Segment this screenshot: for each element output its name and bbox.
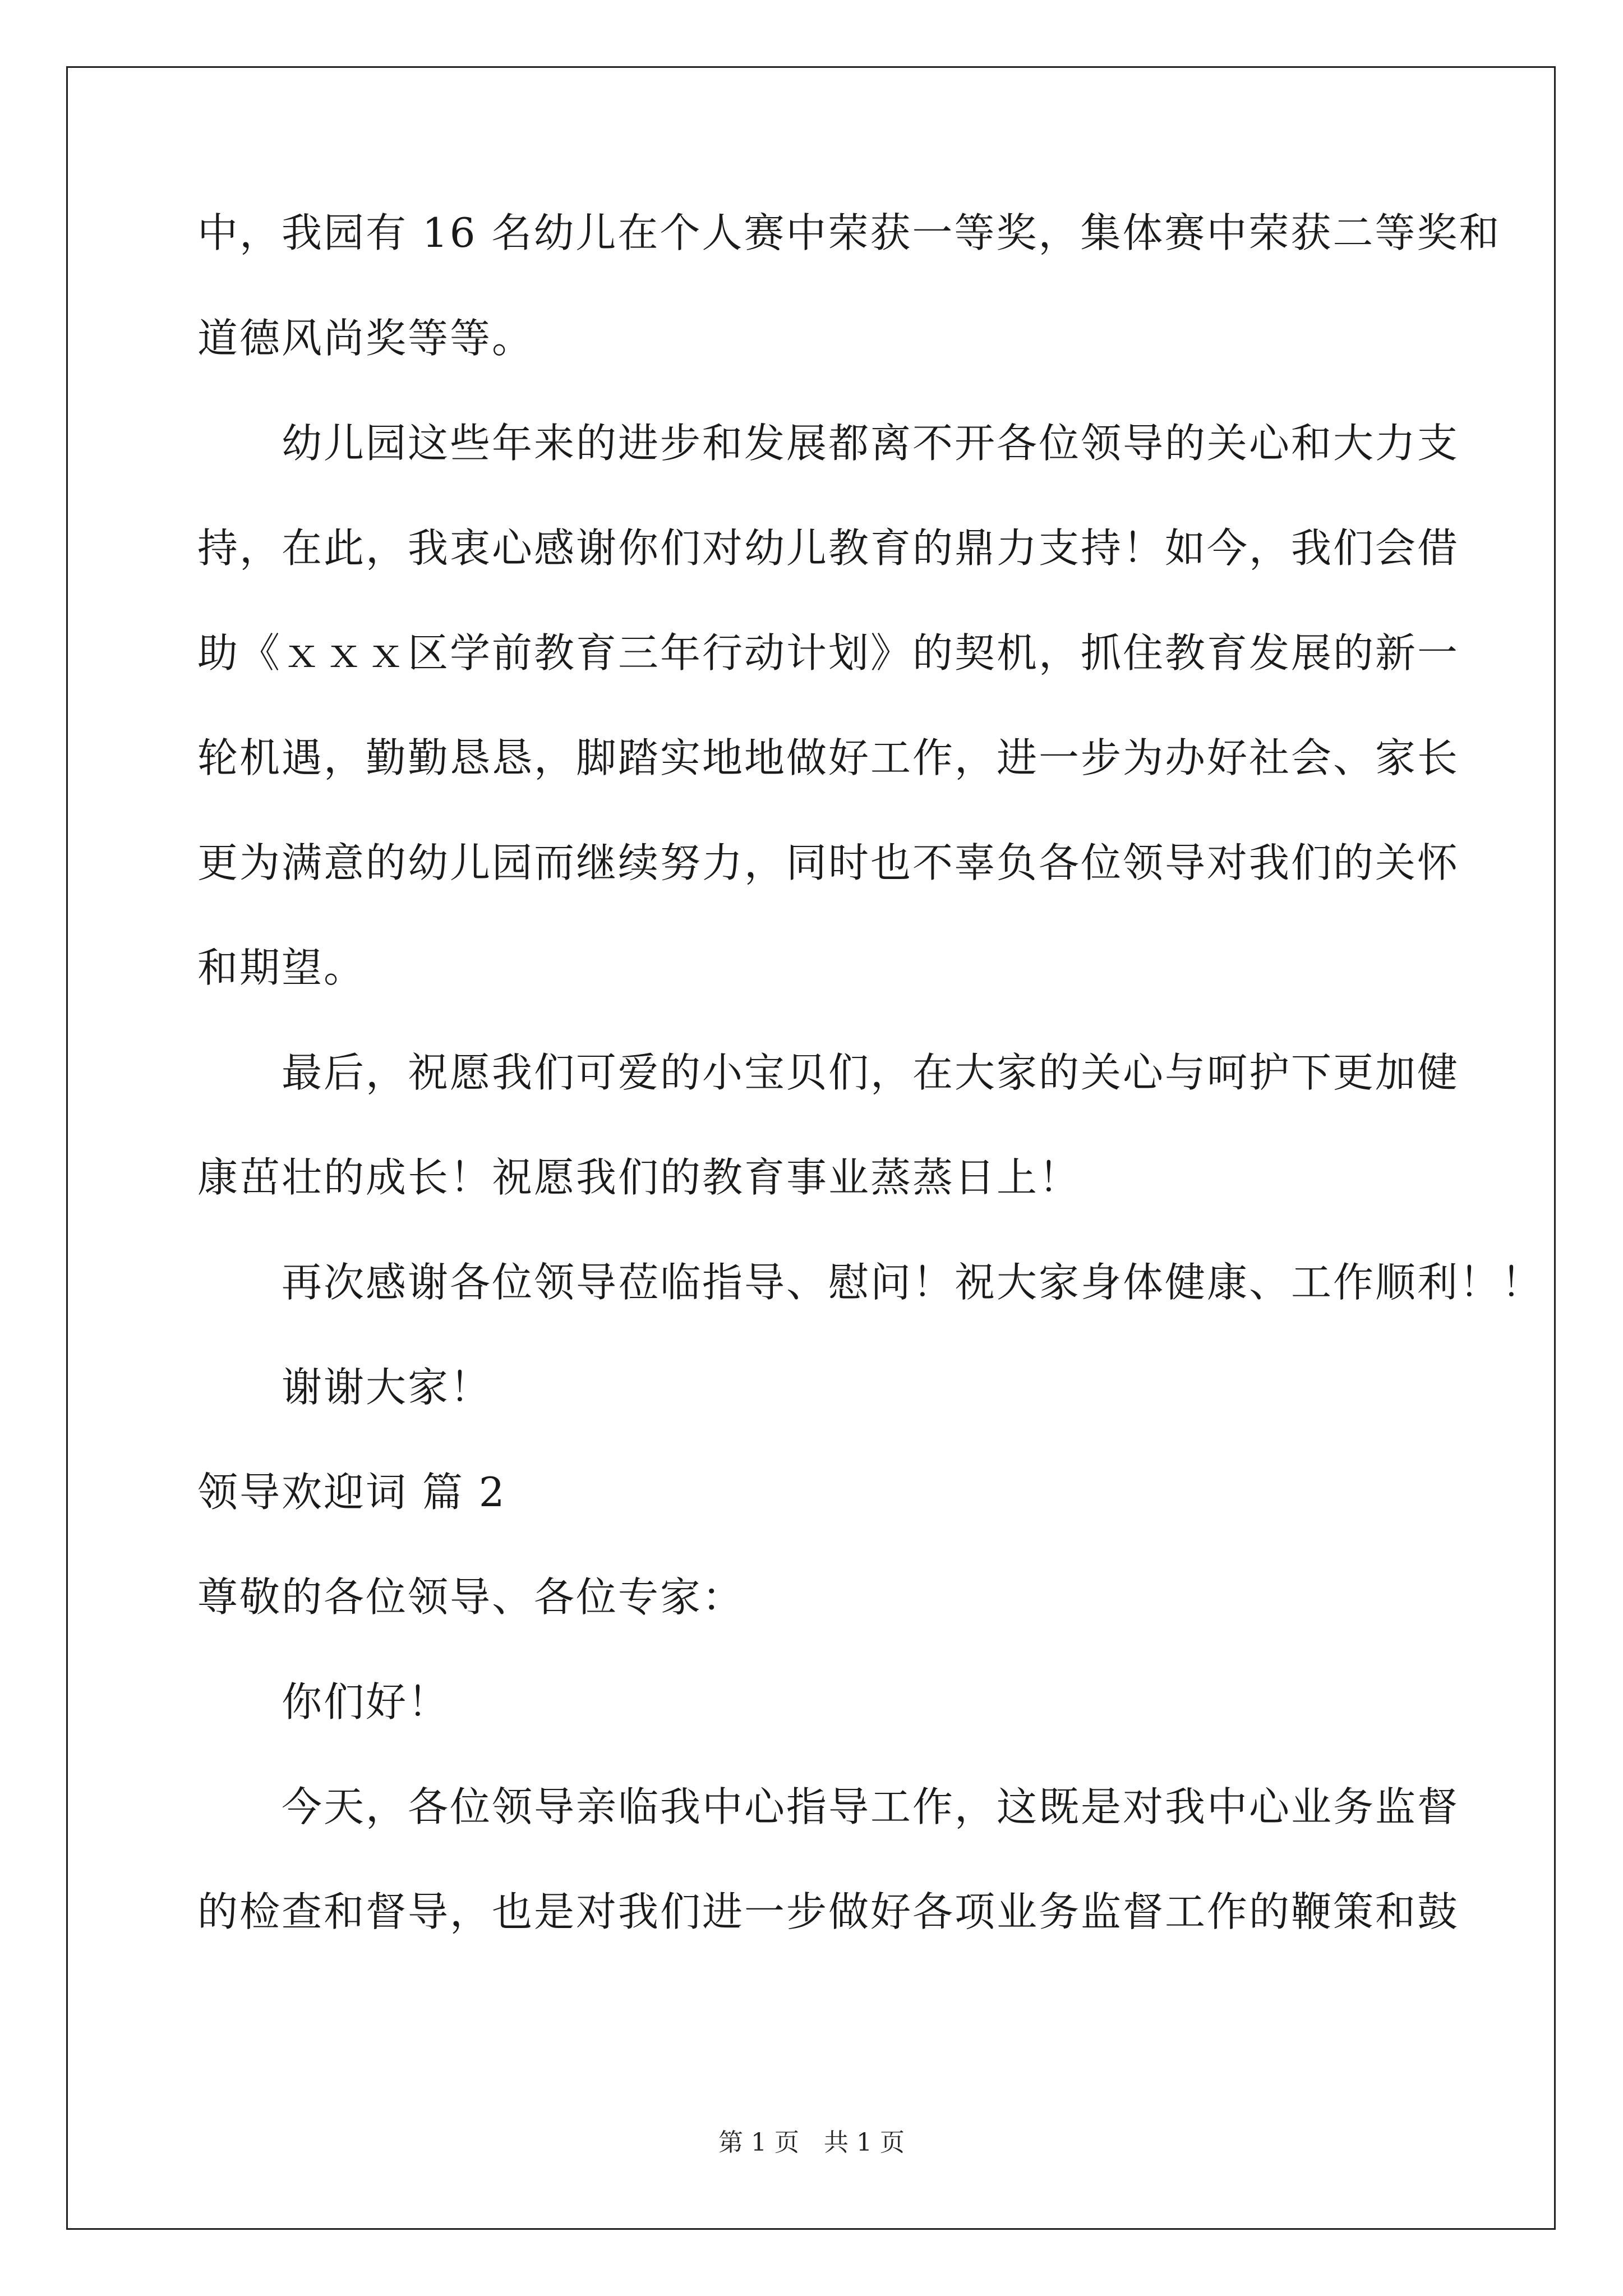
text-line: 中，我园有 16 名幼儿在个人赛中荣获一等奖，集体赛中荣获二等奖和 [197,209,1501,256]
text-line: 助《ｘｘｘ区学前教育三年行动计划》的契机，抓住教育发展的新一 [197,629,1460,677]
section-heading: 领导欢迎词 篇 2 [197,1469,506,1516]
text-line: 最后，祝愿我们可爱的小宝贝们，在大家的关心与呵护下更加健 [282,1049,1460,1096]
text-line: 康茁壮的成长！祝愿我们的教育事业蒸蒸日上！ [197,1154,1081,1201]
text-line: 谢谢大家！ [282,1364,492,1411]
text-line: 今天，各位领导亲临我中心指导工作，这既是对我中心业务监督 [282,1783,1460,1830]
text-line: 持，在此，我衷心感谢你们对幼儿教育的鼎力支持！如今，我们会借 [197,524,1460,572]
page-footer: 第 1 页 共 1 页 [718,2128,905,2157]
greeting: 你们好！ [282,1678,450,1726]
text-line: 再次感谢各位领导莅临指导、慰问！祝大家身体健康、工作顺利！！ [282,1259,1544,1306]
text-line: 更为满意的幼儿园而继续努力，同时也不辜负各位领导对我们的关怀 [197,839,1460,886]
text-line: 的检查和督导，也是对我们进一步做好各项业务监督工作的鞭策和鼓 [197,1888,1460,1935]
text-line: 轮机遇，勤勤恳恳，脚踏实地地做好工作，进一步为办好社会、家长 [197,734,1460,781]
text-line: 和期望。 [197,944,366,991]
text-line: 幼儿园这些年来的进步和发展都离不开各位领导的关心和大力支 [282,420,1460,467]
salutation: 尊敬的各位领导、各位专家： [197,1573,745,1621]
text-line: 道德风尚奖等等。 [197,315,534,362]
